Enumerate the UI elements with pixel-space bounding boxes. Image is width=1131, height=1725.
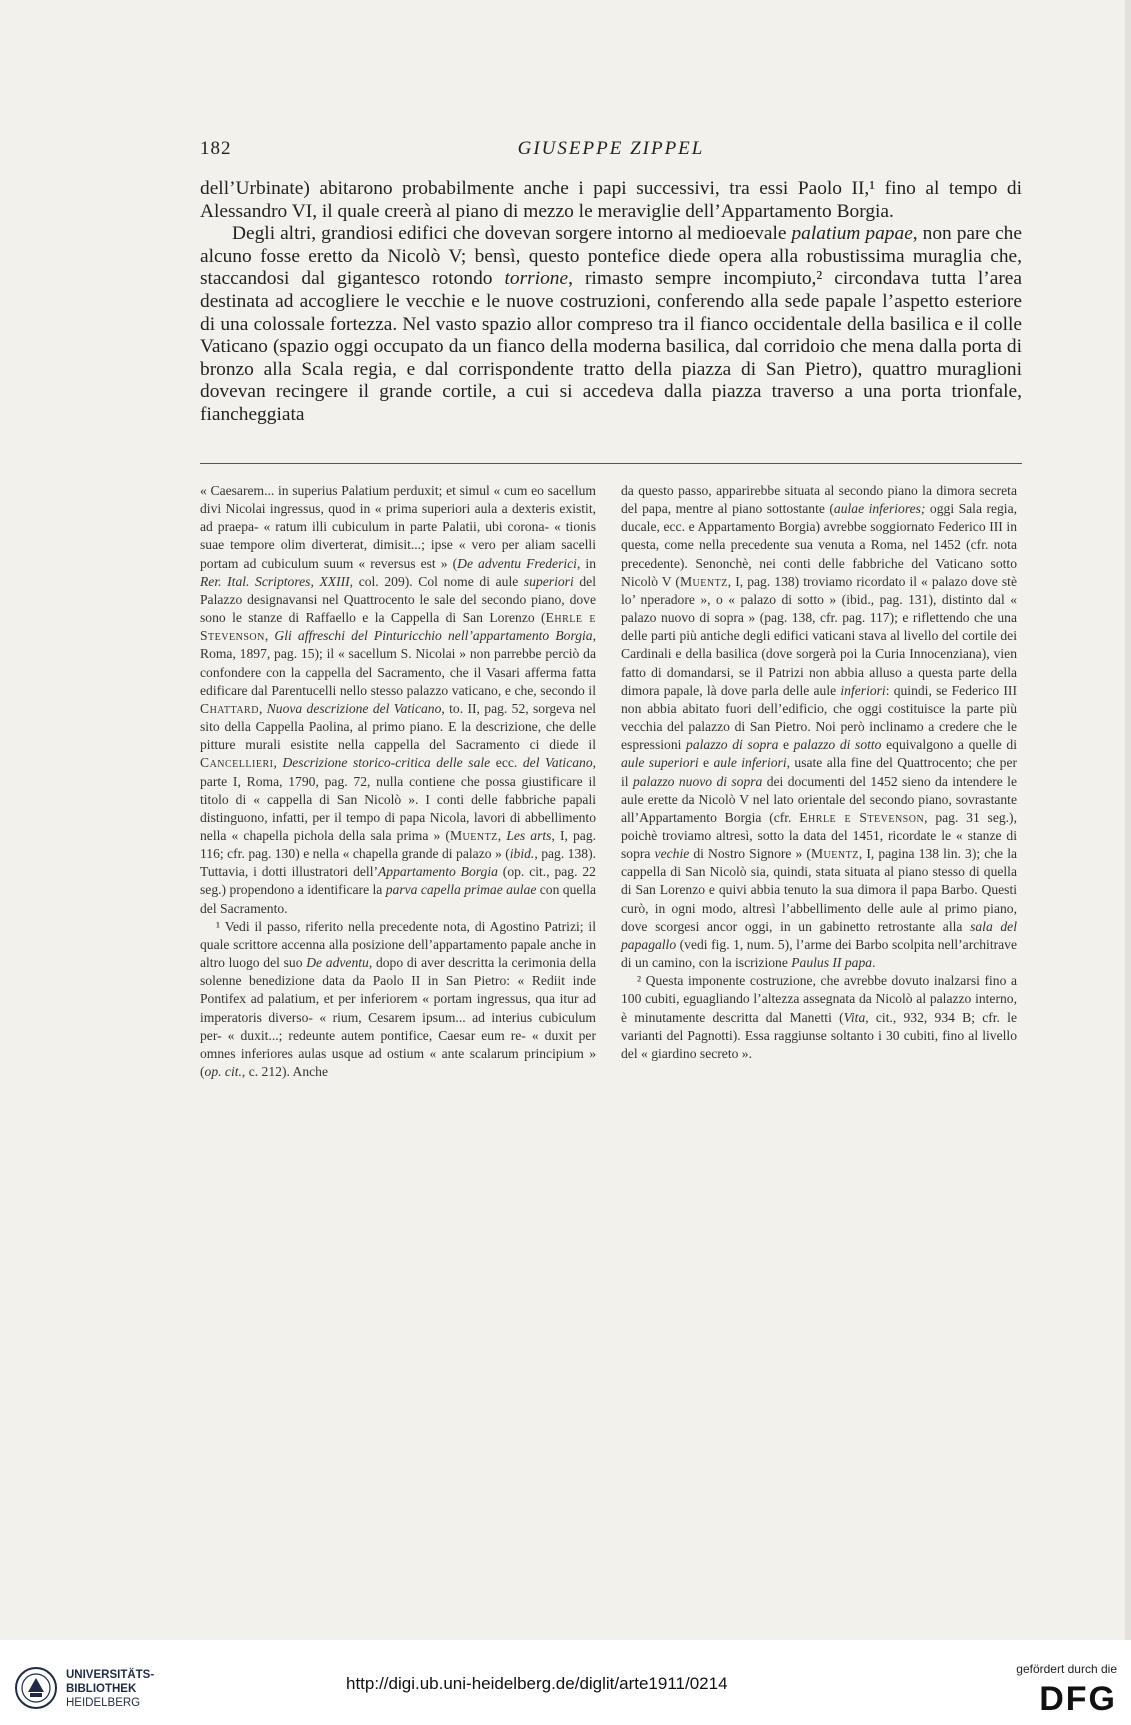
paragraph: Degli altri, grandiosi edifici che dovevan sorgere intorno al medioevale palatium papae, non pare che alcuno fosse eretto da Nicolò V; bensì, questo pontefice diede opera alla robustissima muraglia che, staccandosi dal gigantesco rotondo torrione, rimasto sempre incompiuto,² circondava tutta l’area destinata ad accogliere le vecchie e le nuove costruzioni, conferendo alla sede papale l’aspetto esteriore di una colossale fortezza. Nel vasto spazio allor compreso tra il fianco occidentale della basilica e il colle Vaticano (spazio oggi occupato da un fianco della moderna basilica, dal corridoio che mena dalla porta di bronzo alla Scala regia, e dal corrispondente tratto della piazza di San Pietro), quattro muraglioni dovevan recingere il grande cortile, a cui si accedeva dalla piazza traverso a una porta trionfale, fiancheggiata	[200, 223, 1023, 425]
footnote-1: ¹ Vedi il passo, riferito nella precedente nota, di Agostino Patrizi; il quale scrittore accenna alla posizione dell’appartamento papale anche in altro luogo del suo De adventu, dopo di aver descritta la cerimonia della solenne benedizione data da Paolo II in San Pietro: « Rediit inde Pontifex ad palatium, et per inferiorem « portam ingressus, qua itur ad imperatoris diverso- « rium, Cesarem ipsum... ad interius cubiculum per- « duxit...; redeunte autem pontifice, Caesar eum re- « duxit per omnes inferiores aulas usque ad ostium « ante scalarum principium » (op. cit., c. 212). Anche	[200, 918, 597, 1079]
university-library-seal-icon	[14, 1666, 58, 1710]
page-number: 182	[200, 138, 232, 159]
scan-edge	[1125, 0, 1131, 1640]
funder-label: gefördert durch die	[1016, 1662, 1117, 1676]
page-header	[200, 138, 1022, 166]
footnote-continuation: « Caesarem... in superius Palatium perduxit; et simul « cum eo sacellum divi Nicolai ingressus, quod in « prima superiori aula a dexteris existit, ad praepa- « ratum illi cubiculum in parte Palatii, ubi corona- « tionis suae tempore olim diverterat, dimisit...; ipse « vero per aliam sacelli portam ad cubiculum suum « reversus est » (De adventu Frederici, in Rer. Ital. Scriptores, XXIII, col. 209). Col nome di aule superiori del Palazzo designavansi nel Quattrocento le sale del secondo piano, dove sono le stanze di Raffaello e la Cappella di San Lorenzo (Ehrle e Stevenson, Gli affreschi del Pinturicchio nell’appartamento Borgia, Roma, 1897, pag. 15); il « sacellum S. Nicolai » non parrebbe perciò da confondere con la cappella del Sacramento, che il Vasari afferma fatta edificare dal Parentucelli nello stesso palazzo vaticano, e che, secondo il Chattard, Nuova descrizione del Vaticano, to. II, pag. 52, sorgeva nel sito della Cappella Paolina, al primo piano. E la descrizione, che delle pitture murali esistite nella cappella del Sacramento ci diede il Cancellieri, Descrizione storico-critica delle sale ecc. del Vaticano, parte I, Roma, 1790, pag. 72, nulla contiene che possa giustificare il titolo di « cappella di San Nicolò ». I conti delle fabbriche papali distinguono, infatti, per il tempo di papa Nicola, lavori di abbellimento nella « chapella pichola della sala prima » (Muentz, Les arts, I, pag. 116; cfr. pag. 130) e nella « chapella grande di palazo » (ibid., pag. 138). Tuttavia, i dotti illustratori dell’Appartamento Borgia (op. cit., pag. 22 seg.) propendono a identificare la parva capella primae aulae con quella del Sacramento.	[200, 483, 597, 916]
footnote-divider	[200, 463, 1022, 464]
main-text	[200, 178, 1022, 427]
footnotes-right-column	[621, 482, 1017, 1063]
footer-bar	[0, 1640, 1131, 1725]
permalink-url[interactable]: http://digi.ub.uni-heidelberg.de/diglit/arte1911/0214	[346, 1674, 728, 1693]
footnote-2: ² Questa imponente costruzione, che avrebbe dovuto inalzarsi fino a 100 cubiti, eguagliando l’altezza assegnata da Nicolò al palazzo interno, è minutamente descritta dal Manetti (Vita, cit., 932, 934 B; cfr. le varianti del Pagnotti). Essa raggiunse soltanto i 30 cubiti, fino al livello del « giardino secreto ».	[621, 973, 1017, 1061]
library-name[interactable]: UNIVERSITÄTS- BIBLIOTHEK HEIDELBERG	[66, 1669, 155, 1709]
running-title: GIUSEPPE ZIPPEL	[517, 138, 705, 159]
footnotes-left-column	[200, 482, 596, 1081]
footnote-1-continuation: da questo passo, apparirebbe situata al secondo piano la dimora secreta del papa, mentre al piano sottostante (aulae inferiores; oggi Sala regia, ducale, ecc. e Appartamento Borgia) avrebbe soggiornato Federico III in questa, come nella precedente sua venuta a Roma, nel 1452 (cfr. nota precedente). Senonchè, nei conti delle fabbriche del Vaticano sotto Nicolò V (Muentz, I, pag. 138) troviamo ricordato il « palazo dove stè lo’ nperadore », o « palazo di sotto » (ibid., pag. 131), distinto dal « palazo nuovo di sopra » (pag. 138, cfr. pag. 117); e riflettendo che una delle parti più antiche degli edifici vaticani stava al livello del cortile dei Cardinali e della basilica (dove sorgerà poi la Curia Innocenziana), vien fatto di domandarsi, se il Patrizi non abbia alluso a questa parte della dimora papale, là dove parla delle aule inferiori: quindi, se Federico III non abbia abitato fuori dell’edificio, che oggi costituisce la parte più vecchia del palazzo di San Pietro. Noi però inclinamo a credere che le espressioni palazzo di sopra e palazzo di sotto equivalgono a quelle di aule superiori e aule inferiori, usate alla fine del Quattrocento; che per il palazzo nuovo di sopra dei documenti del 1452 sieno da intendere le aule erette da Nicolò V nel lato orientale del secondo piano, sovrastante all’Appartamento Borgia (cfr. Ehrle e Stevenson, pag. 31 seg.), poichè troviamo altresì, sotto la data del 1451, ricordate le « stanze di sopra vechie di Nostro Signore » (Muentz, I, pagina 138 lin. 3); che la cappella di San Nicolò sia, quindi, stata situata al piano stesso di quella di San Lorenzo e quivi abbia tenuto la sua dimora il papa Barbo. Questi curò, in ogni modo, altresì l’abbellimento delle aule al primo piano, dove scorgesi ancor oggi, in un gabinetto retrostante alla sala del papagallo (vedi fig. 1, num. 5), l’arme dei Barbo scolpita nell’architrave di un camino, con la iscrizione Paulus II papa.	[621, 483, 1018, 971]
paragraph: dell’Urbinate) abitarono probabilmente anche i papi successivi, tra essi Paolo II,¹ fino al tempo di Alessandro VI, il quale creerà al piano di mezzo le meraviglie dell’Appartamento Borgia.	[200, 178, 1022, 222]
dfg-logo[interactable]: DFG	[1039, 1680, 1117, 1718]
